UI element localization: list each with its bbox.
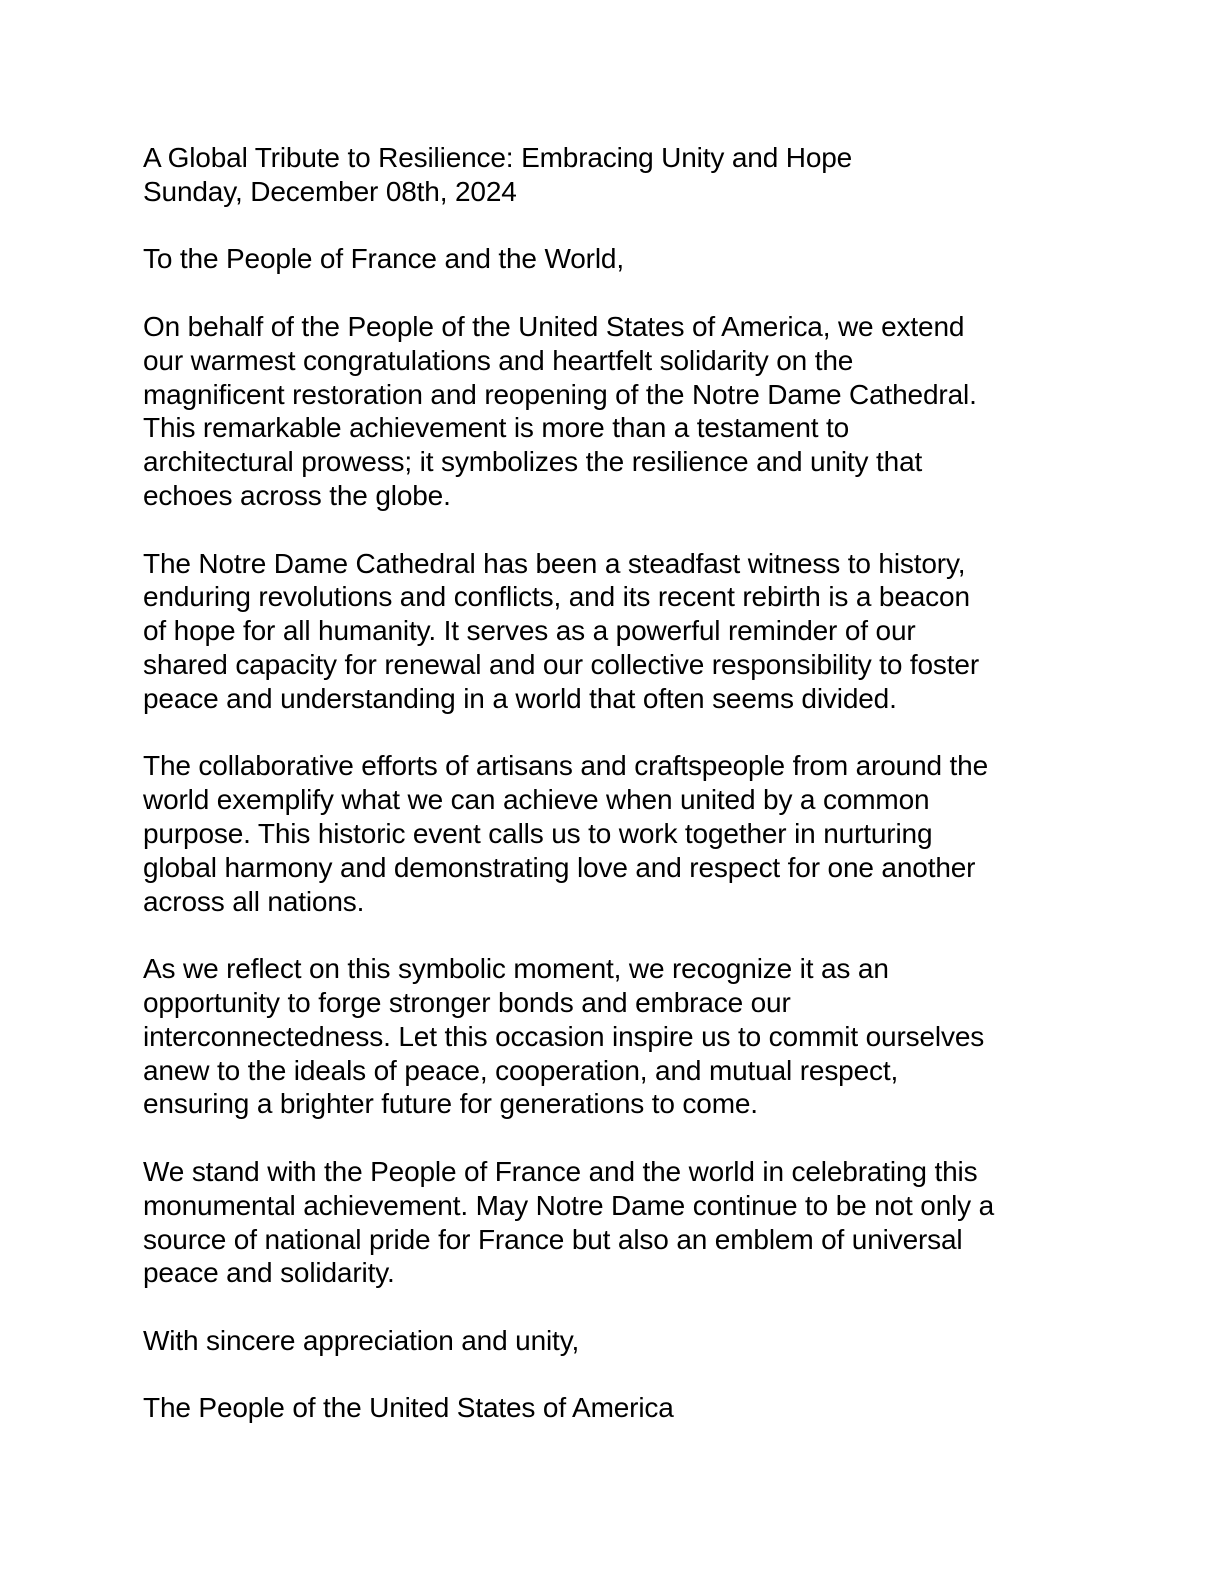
- paragraph-line: On behalf of the People of the United States of America, we extend: [143, 310, 965, 342]
- paragraph-line: source of national pride for France but also an emblem of universal: [143, 1223, 963, 1255]
- paragraph-1: [143, 310, 1103, 513]
- spacer: [143, 1121, 1103, 1155]
- letter-title: A Global Tribute to Resilience: Embracing Unity and Hope: [143, 142, 853, 173]
- paragraph-5: [143, 1155, 1103, 1290]
- letter-date: Sunday, December 08th, 2024: [143, 175, 517, 207]
- spacer: [143, 716, 1103, 750]
- paragraph-4: [143, 952, 1103, 1121]
- spacer: [143, 1358, 1103, 1392]
- paragraph-line: anew to the ideals of peace, cooperation, and mutual respect,: [143, 1054, 899, 1086]
- paragraph-line: The collaborative efforts of artisans and craftspeople from around the: [143, 750, 989, 782]
- salutation: To the People of France and the World,: [143, 243, 624, 275]
- paragraph-line: opportunity to forge stronger bonds and embrace our: [143, 986, 791, 1018]
- paragraph-line: our warmest congratulations and heartfelt solidarity on the: [143, 344, 854, 376]
- paragraph-line: monumental achievement. May Notre Dame continue to be not only a: [143, 1189, 995, 1221]
- paragraph-line: As we reflect on this symbolic moment, we recognize it as an: [143, 953, 889, 985]
- paragraph-line: across all nations.: [143, 885, 365, 917]
- spacer: [143, 276, 1103, 310]
- spacer: [143, 209, 1103, 243]
- paragraph-line: shared capacity for renewal and our collective responsibility to foster: [143, 648, 979, 680]
- paragraph-line: magnificent restoration and reopening of the Notre Dame Cathedral.: [143, 378, 977, 410]
- paragraph-line: architectural prowess; it symbolizes the resilience and unity that: [143, 446, 923, 478]
- paragraph-line: enduring revolutions and conflicts, and its recent rebirth is a beacon: [143, 581, 970, 613]
- paragraph-2: [143, 547, 1103, 716]
- paragraph-3: [143, 749, 1103, 918]
- paragraph-line: We stand with the People of France and the world in celebrating this: [143, 1155, 978, 1187]
- paragraph-line: peace and understanding in a world that often seems divided.: [143, 682, 897, 714]
- paragraph-line: interconnectedness. Let this occasion inspire us to commit ourselves: [143, 1020, 985, 1052]
- letter-page: [143, 141, 1103, 1425]
- paragraph-line: world exemplify what we can achieve when united by a common: [143, 784, 930, 816]
- paragraph-line: of hope for all humanity. It serves as a powerful reminder of our: [143, 615, 916, 647]
- paragraph-line: purpose. This historic event calls us to work together in nurturing: [143, 817, 933, 849]
- paragraph-line: peace and solidarity.: [143, 1257, 395, 1289]
- paragraph-line: global harmony and demonstrating love and respect for one another: [143, 851, 976, 883]
- paragraph-line: This remarkable achievement is more than a testament to: [143, 412, 850, 444]
- paragraph-line: The Notre Dame Cathedral has been a steadfast witness to history,: [143, 547, 966, 579]
- spacer: [143, 513, 1103, 547]
- closing: With sincere appreciation and unity,: [143, 1324, 580, 1356]
- spacer: [143, 918, 1103, 952]
- paragraph-line: echoes across the globe.: [143, 479, 451, 511]
- spacer: [143, 1290, 1103, 1324]
- paragraph-line: ensuring a brighter future for generations to come.: [143, 1088, 758, 1120]
- signature: The People of the United States of America: [143, 1392, 674, 1424]
